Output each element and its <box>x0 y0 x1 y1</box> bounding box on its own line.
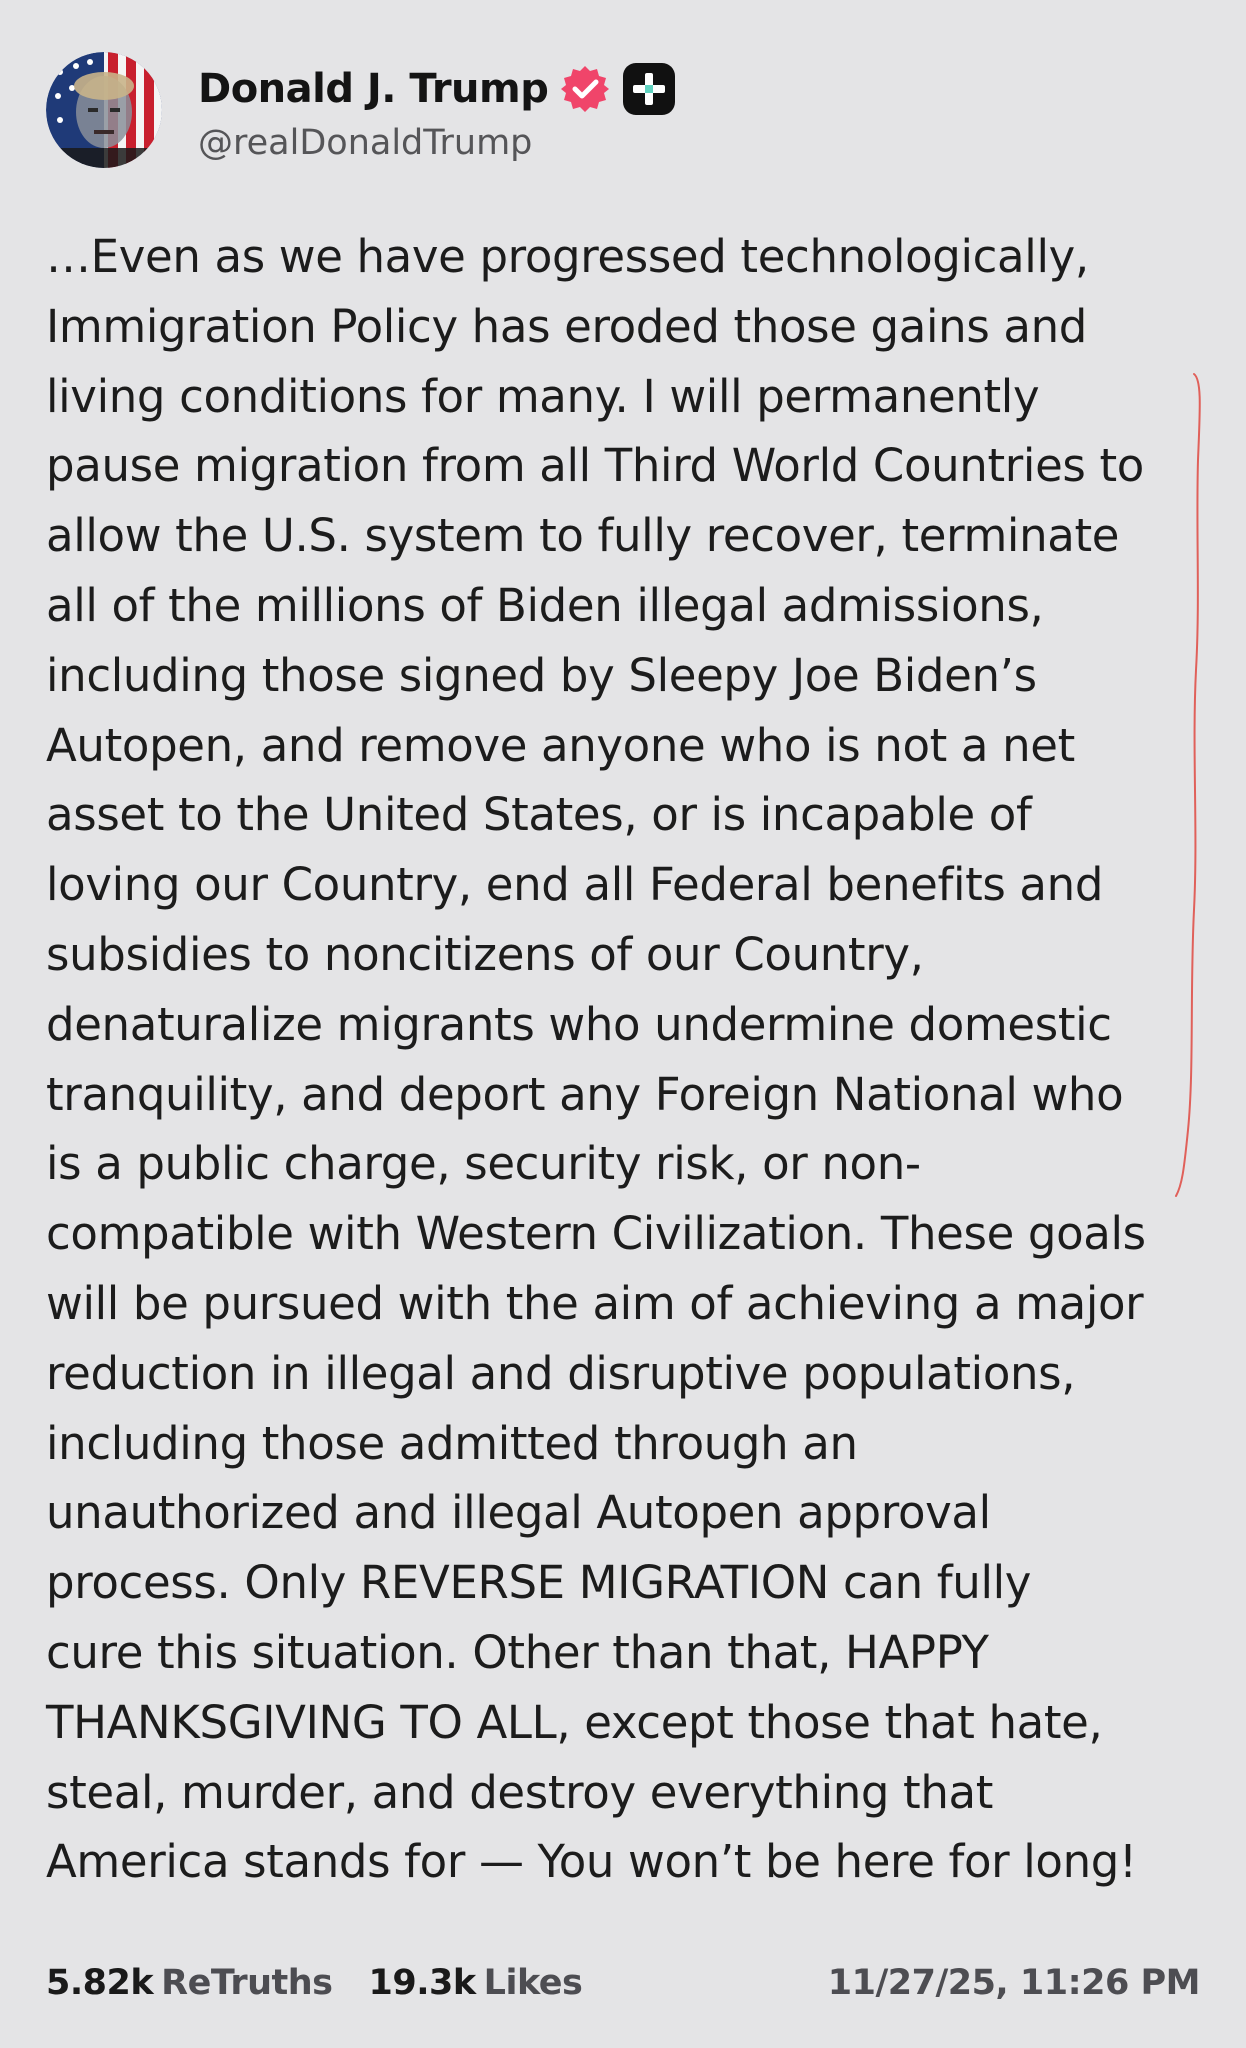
retruths-count: 5.82k <box>46 1963 154 2003</box>
author-name-row <box>198 57 676 121</box>
author-info <box>198 57 676 163</box>
author-handle[interactable]: @realDonaldTrump <box>198 123 533 163</box>
likes-count: 19.3k <box>368 1963 476 2003</box>
retruths-label: ReTruths <box>161 1963 333 2003</box>
avatar[interactable] <box>46 52 162 168</box>
author-display-name[interactable]: Donald J. Trump <box>198 66 549 112</box>
post-body-text: …Even as we have progressed technologically, Immigration Policy has eroded those gains and living conditions for many. I will permanently pause migration from all Third World Countries to allow the U.S. system to fully recover, terminate all of the millions of Biden illegal admissions, including those signed by Sleepy Joe Biden’s Autopen, and remove anyone who is not a net asset to the United States, or is incapable of loving our Country, end all Federal benefits and subsidies to noncitizens of our Country, denaturalize migrants who undermine domestic tranquility, and deport any Foreign National who is a public charge, security risk, or non- compatible with Western Civilization. These goals will be pursued with the aim of achieving a major reduction in illegal and disruptive populations, including those admitted through an unauthorized and illegal Autopen approval process. Only REVERSE MIGRATION can fully cure this situation. Other than that, HAPPY THANKSGIVING TO ALL, except those that hate, steal, murder, and destroy everything that America stands for — You won’t be here for long! <box>46 230 1146 1889</box>
plus-badge-icon <box>622 62 676 116</box>
flag-portrait-avatar-icon <box>46 52 162 168</box>
post-header <box>46 52 676 168</box>
post-footer <box>46 1958 1200 2008</box>
retruths-stat[interactable] <box>46 1963 333 2003</box>
post-timestamp[interactable]: 11/27/25, 11:26 PM <box>827 1963 1200 2003</box>
verified-badge-icon <box>560 64 610 114</box>
likes-stat[interactable] <box>369 1963 583 2003</box>
likes-label: Likes <box>483 1963 583 2003</box>
